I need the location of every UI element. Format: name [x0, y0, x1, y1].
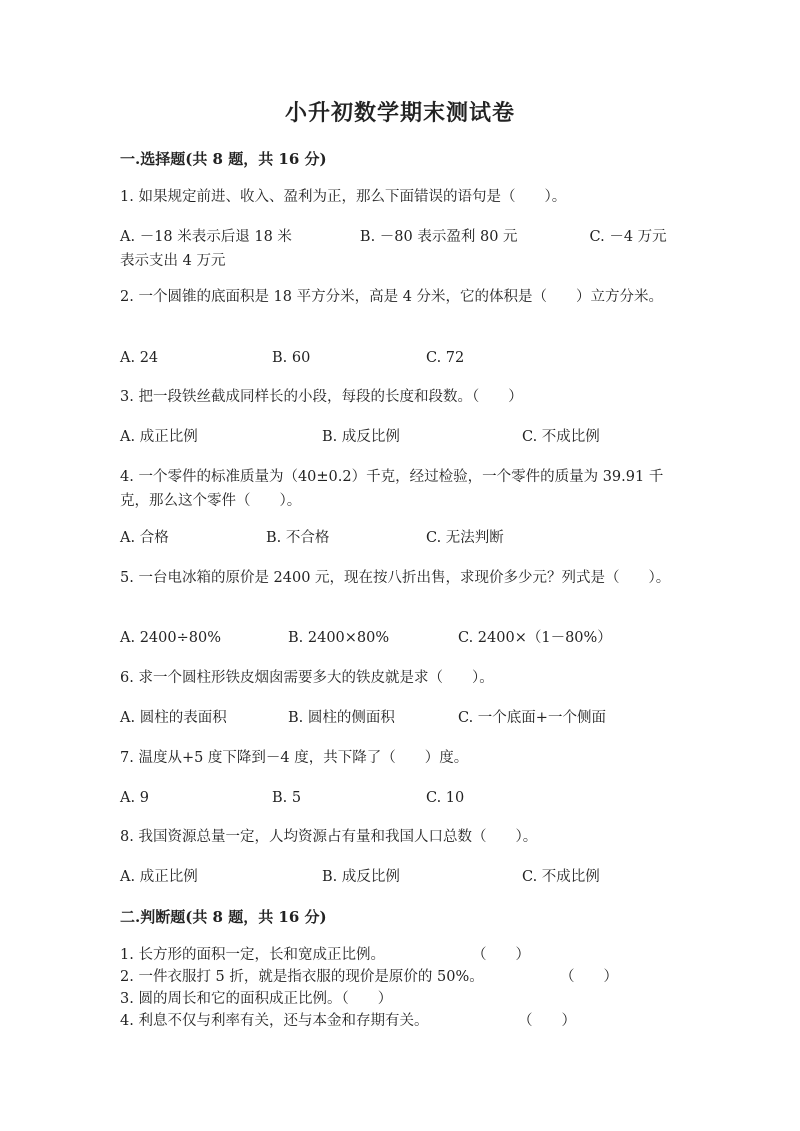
option-a: A. －18 米表示后退 18 米 [120, 229, 292, 245]
option-a: A. 24 [120, 350, 159, 366]
option-a: A. 成正比例 [120, 869, 198, 885]
option-c: C. 不成比例 [522, 429, 600, 445]
option-b: B. 不合格 [266, 530, 330, 546]
option-b: B. 60 [272, 350, 311, 366]
question-5: 5. 一台电冰箱的原价是 2400 元，现在按八折出售，求现价多少元？列式是（ ）。 [120, 570, 671, 586]
option-a: A. 合格 [120, 530, 169, 546]
question-7: 7. 温度从+5 度下降到－4 度，共下降了（ ）度。 [120, 750, 469, 766]
option-c: C. 不成比例 [522, 869, 600, 885]
option-c: C. －4 万元表示支出 4 万元 [120, 229, 667, 269]
judge-item-2 [120, 966, 680, 988]
question-3: 3. 把一段铁丝截成同样长的小段，每段的长度和段数。（ ） [120, 389, 523, 405]
option-c: C. 无法判断 [426, 530, 504, 546]
option-c: C. 2400×（1－80%） [458, 630, 612, 646]
page-title: 小升初数学期末测试卷 [284, 100, 515, 126]
option-a: A. 2400÷80% [120, 630, 221, 646]
judge-text: 1. 长方形的面积一定，长和宽成正比例。 [120, 947, 385, 963]
question-2-options [120, 346, 680, 370]
question-7-options [120, 786, 680, 810]
question-6: 6. 求一个圆柱形铁皮烟囱需要多大的铁皮就是求（ ）。 [120, 670, 494, 686]
option-a: A. 成正比例 [120, 429, 198, 445]
judge-text: 2. 一件衣服打 5 折，就是指衣服的现价是原价的 50%。 [120, 969, 484, 985]
question-8-options [120, 865, 680, 889]
question-3-options [120, 425, 680, 449]
option-b: B. －80 表示盈利 80 元 [359, 229, 518, 245]
option-a: A. 9 [120, 790, 149, 806]
judge-text: 4. 利息不仅与利率有关，还与本金和存期有关。 [120, 1013, 429, 1029]
question-1-options [120, 225, 680, 273]
option-c: C. 72 [426, 350, 465, 366]
question-8: 8. 我国资源总量一定，人均资源占有量和我国人口总数（ ）。 [120, 829, 538, 845]
question-2: 2. 一个圆锥的底面积是 18 平方分米，高是 4 分米，它的体积是（ ）立方分米。 [120, 289, 664, 305]
option-c: C. 一个底面+一个侧面 [458, 710, 606, 726]
judge-text: 3. 圆的周长和它的面积成正比例。 [120, 991, 342, 1007]
option-a: A. 圆柱的表面积 [120, 710, 227, 726]
question-1: 1. 如果规定前进、收入、盈利为正，那么下面错误的语句是（ ）。 [120, 189, 567, 205]
answer-blank: （ ） [472, 947, 530, 963]
option-b: B. 成反比例 [322, 429, 400, 445]
question-4: 4. 一个零件的标准质量为（40±0.2）千克，经过检验，一个零件的质量为 39.91 千克，那么这个零件（ ）。 [120, 469, 664, 509]
answer-blank: （ ） [518, 1013, 576, 1029]
section-heading-choice: 一.选择题(共 8 题，共 16 分) [120, 150, 327, 168]
section-heading-judge: 二.判断题(共 8 题，共 16 分) [120, 908, 327, 926]
question-4-options [120, 526, 680, 550]
option-b: B. 圆柱的侧面积 [288, 710, 395, 726]
judge-item-1 [120, 944, 680, 966]
question-5-options [120, 626, 680, 650]
option-c: C. 10 [426, 790, 465, 806]
question-6-options [120, 706, 680, 730]
answer-blank: （ ） [341, 991, 393, 1007]
judge-item-3 [120, 988, 680, 1010]
option-b: B. 5 [272, 790, 302, 806]
answer-blank: （ ） [560, 969, 618, 985]
judge-item-4 [120, 1010, 680, 1032]
option-b: B. 成反比例 [322, 869, 400, 885]
option-b: B. 2400×80% [288, 630, 390, 646]
